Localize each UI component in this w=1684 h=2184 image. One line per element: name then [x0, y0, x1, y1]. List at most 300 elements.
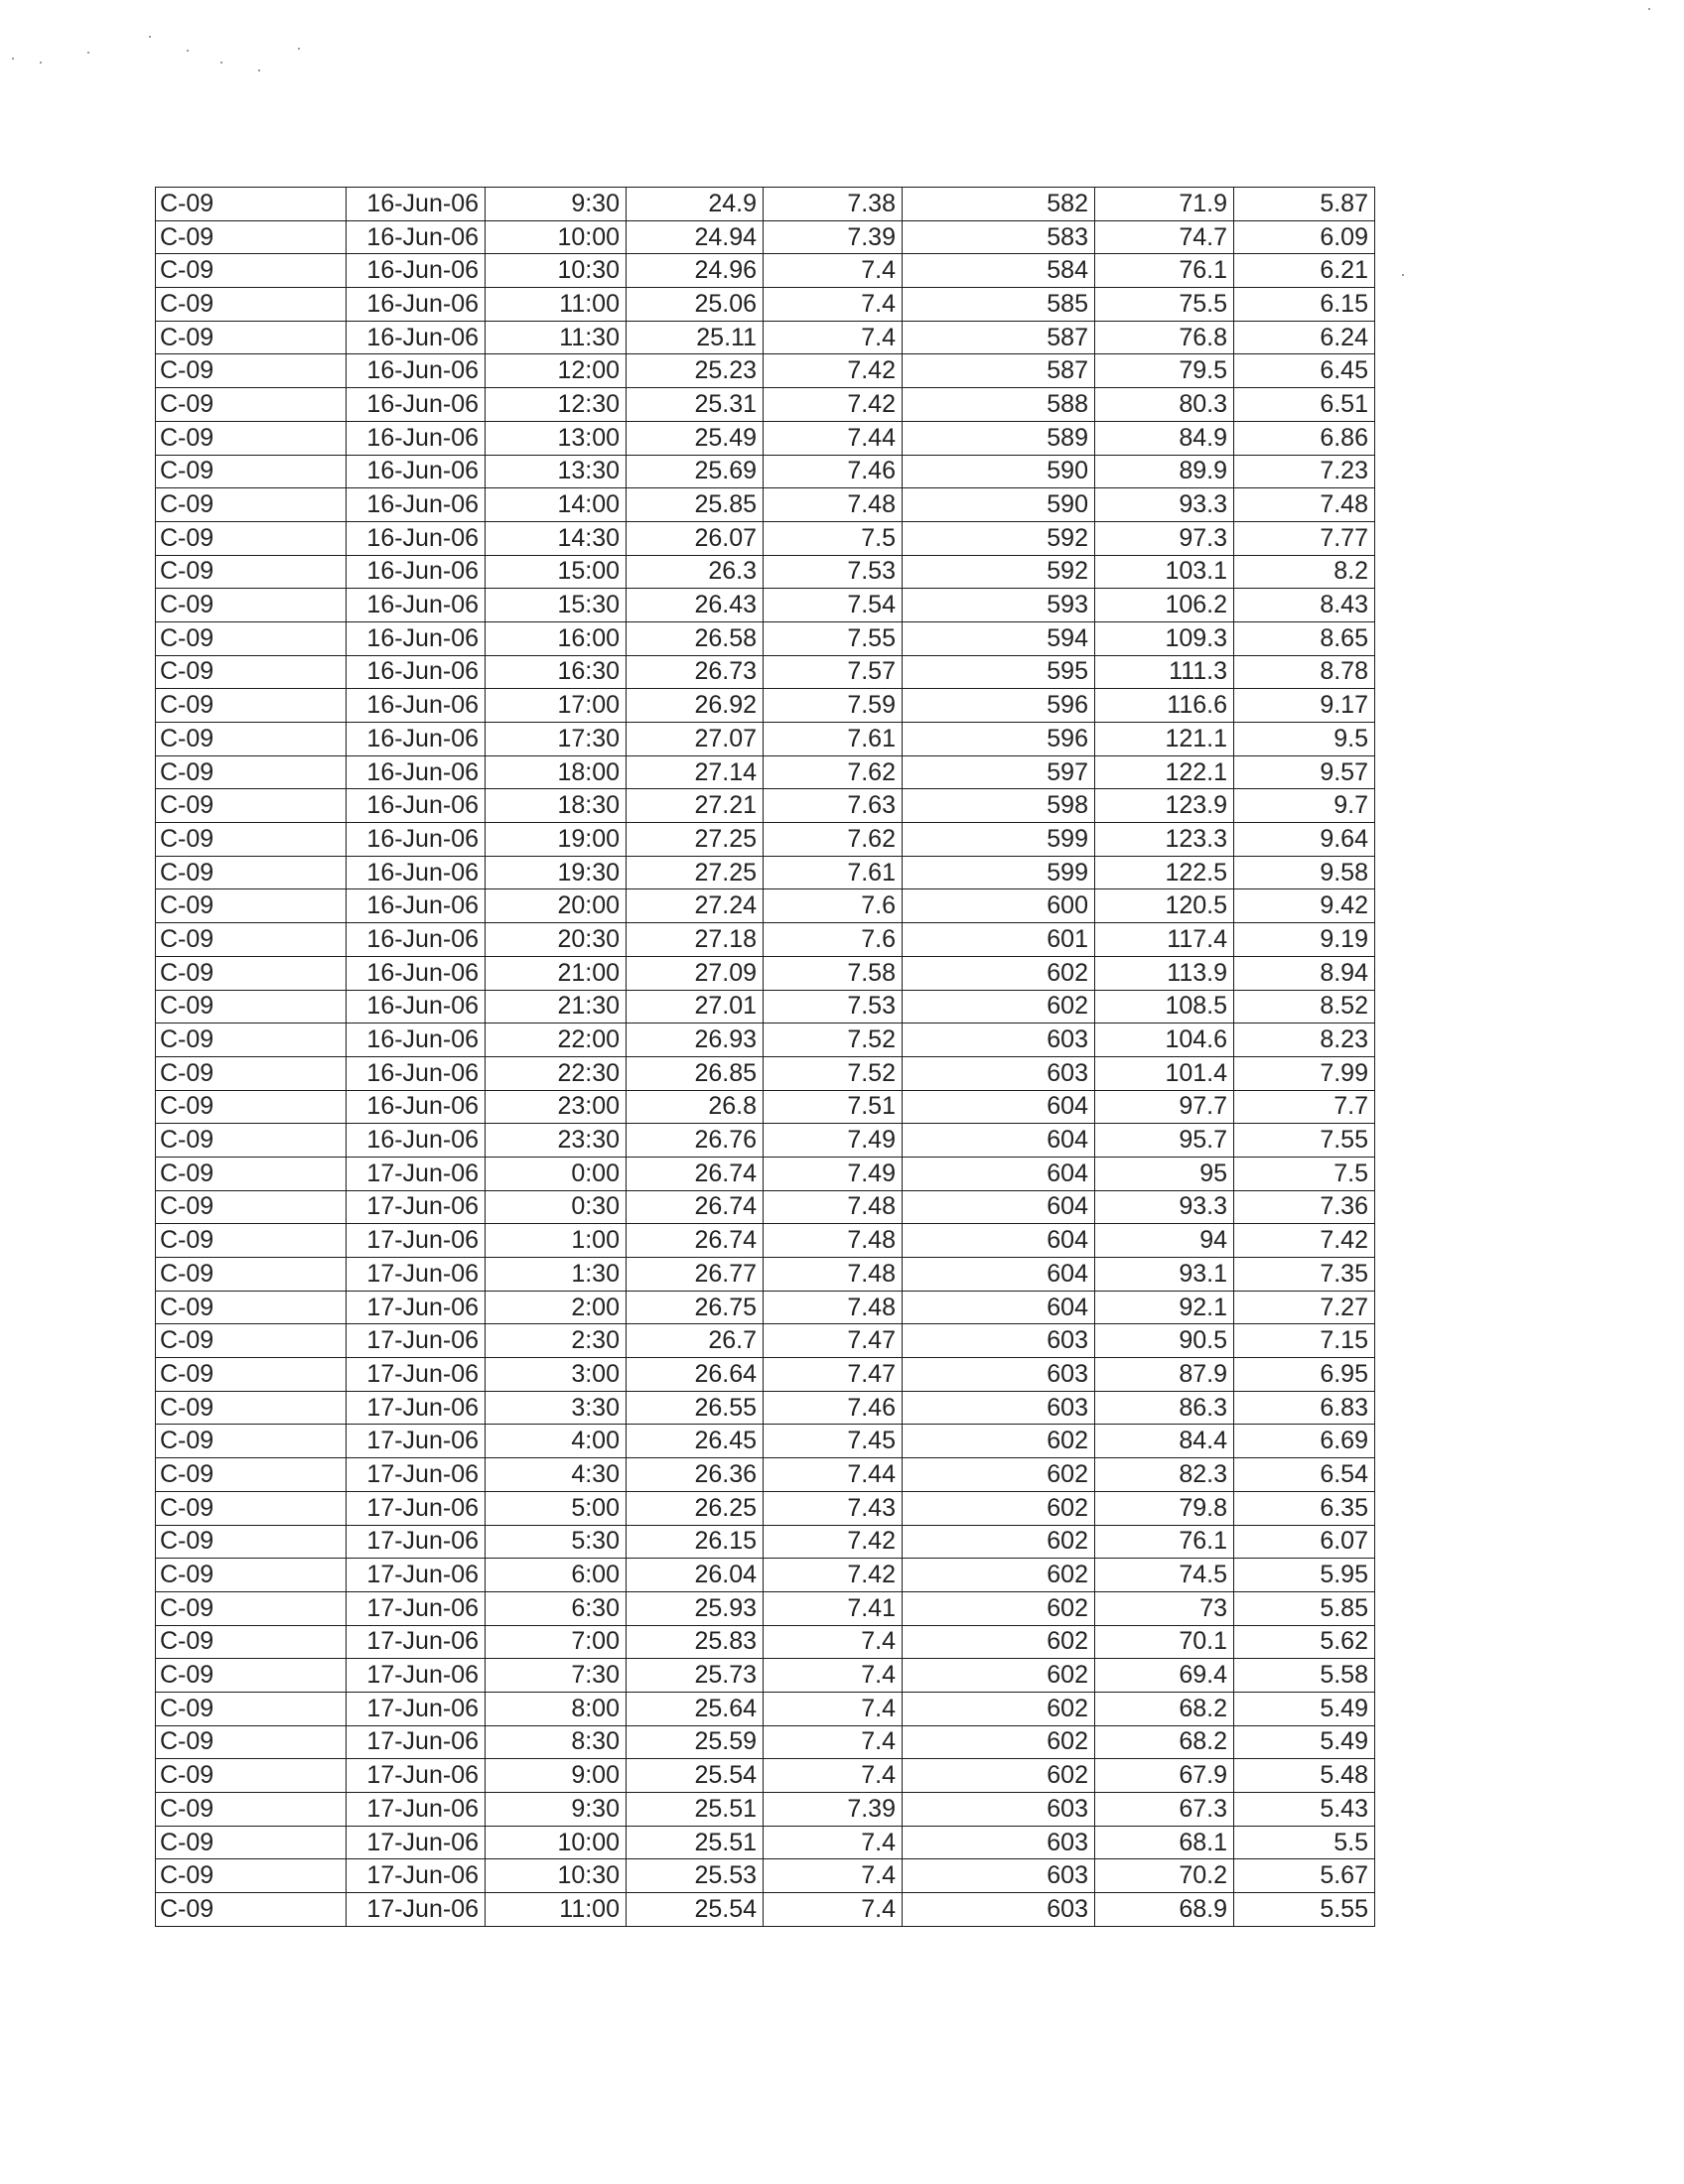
station-cell: C-09: [156, 254, 347, 288]
scan-speck: [87, 52, 89, 54]
oxygen-percent-cell: 120.5: [1095, 889, 1234, 923]
table-row: [156, 1559, 1375, 1592]
oxygen-percent-cell: 92.1: [1095, 1291, 1234, 1324]
conductance-cell: 583: [903, 220, 1095, 254]
station-cell: C-09: [156, 589, 347, 622]
station-cell: C-09: [156, 755, 347, 789]
oxygen-mg-cell: 8.52: [1234, 990, 1375, 1024]
oxygen-mg-cell: 5.67: [1234, 1859, 1375, 1893]
ph-cell: 7.48: [764, 1224, 903, 1258]
oxygen-mg-cell: 5.55: [1234, 1893, 1375, 1927]
conductance-cell: 602: [903, 1692, 1095, 1725]
scan-speck: [258, 69, 260, 71]
ph-cell: 7.4: [764, 1759, 903, 1793]
temperature-cell: 26.93: [627, 1024, 764, 1057]
oxygen-percent-cell: 68.9: [1095, 1893, 1234, 1927]
ph-cell: 7.51: [764, 1090, 903, 1124]
station-cell: C-09: [156, 1826, 347, 1859]
temperature-cell: 26.15: [627, 1525, 764, 1559]
temperature-cell: 27.25: [627, 823, 764, 857]
date-cell: 17-Jun-06: [347, 1291, 486, 1324]
oxygen-mg-cell: 7.42: [1234, 1224, 1375, 1258]
time-cell: 13:00: [486, 421, 627, 455]
station-cell: C-09: [156, 923, 347, 957]
time-cell: 16:00: [486, 621, 627, 655]
oxygen-mg-cell: 6.21: [1234, 254, 1375, 288]
ph-cell: 7.59: [764, 689, 903, 723]
oxygen-percent-cell: 74.7: [1095, 220, 1234, 254]
date-cell: 16-Jun-06: [347, 288, 486, 322]
oxygen-mg-cell: 7.7: [1234, 1090, 1375, 1124]
time-cell: 21:30: [486, 990, 627, 1024]
conductance-cell: 593: [903, 589, 1095, 622]
ph-cell: 7.39: [764, 220, 903, 254]
table-row: [156, 1157, 1375, 1190]
date-cell: 17-Jun-06: [347, 1157, 486, 1190]
date-cell: 16-Jun-06: [347, 621, 486, 655]
time-cell: 23:30: [486, 1124, 627, 1158]
table-row: [156, 1893, 1375, 1927]
station-cell: C-09: [156, 1692, 347, 1725]
oxygen-percent-cell: 68.1: [1095, 1826, 1234, 1859]
conductance-cell: 603: [903, 1024, 1095, 1057]
time-cell: 11:30: [486, 321, 627, 354]
ph-cell: 7.4: [764, 321, 903, 354]
conductance-cell: 592: [903, 555, 1095, 589]
table-row: [156, 723, 1375, 756]
table-row: [156, 1793, 1375, 1827]
oxygen-percent-cell: 109.3: [1095, 621, 1234, 655]
ph-cell: 7.57: [764, 655, 903, 689]
date-cell: 17-Jun-06: [347, 1425, 486, 1458]
oxygen-mg-cell: 9.42: [1234, 889, 1375, 923]
ph-cell: 7.53: [764, 990, 903, 1024]
date-cell: 16-Jun-06: [347, 789, 486, 823]
table-row: [156, 1759, 1375, 1793]
scan-speck: [40, 62, 42, 64]
time-cell: 5:30: [486, 1525, 627, 1559]
temperature-cell: 26.75: [627, 1291, 764, 1324]
temperature-cell: 26.85: [627, 1056, 764, 1090]
date-cell: 16-Jun-06: [347, 254, 486, 288]
temperature-cell: 26.04: [627, 1559, 764, 1592]
time-cell: 8:00: [486, 1692, 627, 1725]
oxygen-percent-cell: 93.3: [1095, 488, 1234, 522]
station-cell: C-09: [156, 321, 347, 354]
table-row: [156, 354, 1375, 388]
temperature-cell: 26.43: [627, 589, 764, 622]
oxygen-mg-cell: 6.15: [1234, 288, 1375, 322]
temperature-cell: 25.54: [627, 1893, 764, 1927]
oxygen-percent-cell: 103.1: [1095, 555, 1234, 589]
ph-cell: 7.43: [764, 1491, 903, 1525]
time-cell: 2:00: [486, 1291, 627, 1324]
date-cell: 16-Jun-06: [347, 555, 486, 589]
oxygen-percent-cell: 70.2: [1095, 1859, 1234, 1893]
oxygen-percent-cell: 104.6: [1095, 1024, 1234, 1057]
ph-cell: 7.44: [764, 1458, 903, 1492]
date-cell: 16-Jun-06: [347, 589, 486, 622]
time-cell: 23:00: [486, 1090, 627, 1124]
oxygen-mg-cell: 8.23: [1234, 1024, 1375, 1057]
ph-cell: 7.54: [764, 589, 903, 622]
station-cell: C-09: [156, 288, 347, 322]
ph-cell: 7.52: [764, 1056, 903, 1090]
time-cell: 9:00: [486, 1759, 627, 1793]
station-cell: C-09: [156, 354, 347, 388]
conductance-cell: 603: [903, 1056, 1095, 1090]
table-row: [156, 1090, 1375, 1124]
oxygen-percent-cell: 86.3: [1095, 1391, 1234, 1425]
table-row: [156, 1391, 1375, 1425]
station-cell: C-09: [156, 1090, 347, 1124]
conductance-cell: 603: [903, 1391, 1095, 1425]
oxygen-percent-cell: 68.2: [1095, 1692, 1234, 1725]
ph-cell: 7.45: [764, 1425, 903, 1458]
temperature-cell: 26.55: [627, 1391, 764, 1425]
scan-speck: [1402, 274, 1404, 276]
conductance-cell: 604: [903, 1224, 1095, 1258]
date-cell: 16-Jun-06: [347, 321, 486, 354]
oxygen-mg-cell: 5.5: [1234, 1826, 1375, 1859]
conductance-cell: 597: [903, 755, 1095, 789]
time-cell: 20:30: [486, 923, 627, 957]
time-cell: 4:30: [486, 1458, 627, 1492]
station-cell: C-09: [156, 188, 347, 221]
temperature-cell: 27.25: [627, 856, 764, 889]
station-cell: C-09: [156, 1859, 347, 1893]
oxygen-mg-cell: 5.49: [1234, 1725, 1375, 1759]
ph-cell: 7.48: [764, 488, 903, 522]
oxygen-mg-cell: 8.94: [1234, 956, 1375, 990]
date-cell: 17-Jun-06: [347, 1826, 486, 1859]
time-cell: 17:30: [486, 723, 627, 756]
temperature-cell: 26.36: [627, 1458, 764, 1492]
table-row: [156, 655, 1375, 689]
ph-cell: 7.6: [764, 889, 903, 923]
ph-cell: 7.49: [764, 1157, 903, 1190]
oxygen-mg-cell: 5.95: [1234, 1559, 1375, 1592]
table-row: [156, 1258, 1375, 1292]
date-cell: 17-Jun-06: [347, 1625, 486, 1659]
ph-cell: 7.46: [764, 455, 903, 488]
date-cell: 16-Jun-06: [347, 1124, 486, 1158]
table-row: [156, 621, 1375, 655]
temperature-cell: 25.64: [627, 1692, 764, 1725]
conductance-cell: 590: [903, 455, 1095, 488]
oxygen-mg-cell: 7.23: [1234, 455, 1375, 488]
date-cell: 17-Jun-06: [347, 1759, 486, 1793]
conductance-cell: 603: [903, 1358, 1095, 1392]
temperature-cell: 25.23: [627, 354, 764, 388]
oxygen-percent-cell: 76.1: [1095, 254, 1234, 288]
time-cell: 12:30: [486, 388, 627, 422]
oxygen-percent-cell: 89.9: [1095, 455, 1234, 488]
ph-cell: 7.42: [764, 1525, 903, 1559]
temperature-cell: 26.8: [627, 1090, 764, 1124]
oxygen-mg-cell: 6.09: [1234, 220, 1375, 254]
temperature-cell: 24.9: [627, 188, 764, 221]
conductance-cell: 602: [903, 956, 1095, 990]
conductance-cell: 604: [903, 1157, 1095, 1190]
conductance-cell: 584: [903, 254, 1095, 288]
temperature-cell: 26.76: [627, 1124, 764, 1158]
ph-cell: 7.4: [764, 1625, 903, 1659]
oxygen-mg-cell: 6.24: [1234, 321, 1375, 354]
oxygen-mg-cell: 5.87: [1234, 188, 1375, 221]
table-row: [156, 923, 1375, 957]
ph-cell: 7.4: [764, 1859, 903, 1893]
station-cell: C-09: [156, 421, 347, 455]
oxygen-percent-cell: 69.4: [1095, 1659, 1234, 1693]
oxygen-percent-cell: 93.3: [1095, 1190, 1234, 1224]
temperature-cell: 26.74: [627, 1190, 764, 1224]
time-cell: 10:30: [486, 1859, 627, 1893]
oxygen-mg-cell: 7.15: [1234, 1324, 1375, 1358]
table-row: [156, 689, 1375, 723]
oxygen-percent-cell: 84.9: [1095, 421, 1234, 455]
conductance-cell: 600: [903, 889, 1095, 923]
date-cell: 16-Jun-06: [347, 655, 486, 689]
table-row: [156, 990, 1375, 1024]
time-cell: 12:00: [486, 354, 627, 388]
temperature-cell: 25.53: [627, 1859, 764, 1893]
temperature-cell: 27.01: [627, 990, 764, 1024]
conductance-cell: 595: [903, 655, 1095, 689]
conductance-cell: 604: [903, 1258, 1095, 1292]
station-cell: C-09: [156, 823, 347, 857]
date-cell: 16-Jun-06: [347, 388, 486, 422]
conductance-cell: 588: [903, 388, 1095, 422]
temperature-cell: 25.06: [627, 288, 764, 322]
station-cell: C-09: [156, 655, 347, 689]
table-row: [156, 388, 1375, 422]
oxygen-mg-cell: 9.17: [1234, 689, 1375, 723]
oxygen-percent-cell: 117.4: [1095, 923, 1234, 957]
oxygen-percent-cell: 122.5: [1095, 856, 1234, 889]
table-row: [156, 1625, 1375, 1659]
time-cell: 6:00: [486, 1559, 627, 1592]
table-row: [156, 188, 1375, 221]
table-row: [156, 1692, 1375, 1725]
temperature-cell: 26.74: [627, 1157, 764, 1190]
time-cell: 15:30: [486, 589, 627, 622]
oxygen-percent-cell: 113.9: [1095, 956, 1234, 990]
time-cell: 4:00: [486, 1425, 627, 1458]
oxygen-mg-cell: 5.43: [1234, 1793, 1375, 1827]
table-row: [156, 254, 1375, 288]
station-cell: C-09: [156, 1525, 347, 1559]
time-cell: 10:00: [486, 1826, 627, 1859]
station-cell: C-09: [156, 1491, 347, 1525]
conductance-cell: 604: [903, 1090, 1095, 1124]
table-row: [156, 455, 1375, 488]
oxygen-percent-cell: 121.1: [1095, 723, 1234, 756]
time-cell: 8:30: [486, 1725, 627, 1759]
date-cell: 17-Jun-06: [347, 1692, 486, 1725]
date-cell: 17-Jun-06: [347, 1893, 486, 1927]
station-cell: C-09: [156, 555, 347, 589]
oxygen-mg-cell: 6.35: [1234, 1491, 1375, 1525]
time-cell: 16:30: [486, 655, 627, 689]
time-cell: 11:00: [486, 288, 627, 322]
table-row: [156, 1725, 1375, 1759]
oxygen-mg-cell: 5.58: [1234, 1659, 1375, 1693]
conductance-cell: 582: [903, 188, 1095, 221]
station-cell: C-09: [156, 220, 347, 254]
oxygen-percent-cell: 79.5: [1095, 354, 1234, 388]
station-cell: C-09: [156, 889, 347, 923]
ph-cell: 7.63: [764, 789, 903, 823]
ph-cell: 7.48: [764, 1291, 903, 1324]
ph-cell: 7.6: [764, 923, 903, 957]
oxygen-mg-cell: 5.85: [1234, 1591, 1375, 1625]
station-cell: C-09: [156, 856, 347, 889]
conductance-cell: 603: [903, 1324, 1095, 1358]
ph-cell: 7.53: [764, 555, 903, 589]
temperature-cell: 26.73: [627, 655, 764, 689]
ph-cell: 7.4: [764, 1659, 903, 1693]
ph-cell: 7.4: [764, 1692, 903, 1725]
temperature-cell: 26.77: [627, 1258, 764, 1292]
station-cell: C-09: [156, 1725, 347, 1759]
oxygen-percent-cell: 68.2: [1095, 1725, 1234, 1759]
table-row: [156, 1659, 1375, 1693]
oxygen-percent-cell: 122.1: [1095, 755, 1234, 789]
station-cell: C-09: [156, 990, 347, 1024]
ph-cell: 7.44: [764, 421, 903, 455]
oxygen-mg-cell: 5.49: [1234, 1692, 1375, 1725]
ph-cell: 7.42: [764, 1559, 903, 1592]
station-cell: C-09: [156, 1458, 347, 1492]
time-cell: 19:30: [486, 856, 627, 889]
temperature-cell: 25.54: [627, 1759, 764, 1793]
temperature-cell: 25.59: [627, 1725, 764, 1759]
oxygen-percent-cell: 76.1: [1095, 1525, 1234, 1559]
time-cell: 13:30: [486, 455, 627, 488]
oxygen-mg-cell: 7.36: [1234, 1190, 1375, 1224]
oxygen-percent-cell: 80.3: [1095, 388, 1234, 422]
date-cell: 17-Jun-06: [347, 1491, 486, 1525]
oxygen-percent-cell: 73: [1095, 1591, 1234, 1625]
time-cell: 18:30: [486, 789, 627, 823]
station-cell: C-09: [156, 388, 347, 422]
date-cell: 16-Jun-06: [347, 1056, 486, 1090]
temperature-cell: 26.45: [627, 1425, 764, 1458]
table-row: [156, 1525, 1375, 1559]
conductance-cell: 594: [903, 621, 1095, 655]
oxygen-percent-cell: 123.9: [1095, 789, 1234, 823]
oxygen-mg-cell: 7.55: [1234, 1124, 1375, 1158]
time-cell: 15:00: [486, 555, 627, 589]
station-cell: C-09: [156, 1893, 347, 1927]
conductance-cell: 602: [903, 1625, 1095, 1659]
oxygen-mg-cell: 9.64: [1234, 823, 1375, 857]
date-cell: 17-Jun-06: [347, 1559, 486, 1592]
conductance-cell: 602: [903, 1725, 1095, 1759]
ph-cell: 7.61: [764, 723, 903, 756]
temperature-cell: 25.31: [627, 388, 764, 422]
ph-cell: 7.46: [764, 1391, 903, 1425]
time-cell: 10:00: [486, 220, 627, 254]
oxygen-percent-cell: 93.1: [1095, 1258, 1234, 1292]
conductance-cell: 603: [903, 1793, 1095, 1827]
ph-cell: 7.4: [764, 1725, 903, 1759]
oxygen-mg-cell: 9.57: [1234, 755, 1375, 789]
date-cell: 17-Jun-06: [347, 1224, 486, 1258]
date-cell: 16-Jun-06: [347, 220, 486, 254]
temperature-cell: 26.7: [627, 1324, 764, 1358]
conductance-cell: 602: [903, 1591, 1095, 1625]
oxygen-mg-cell: 9.7: [1234, 789, 1375, 823]
oxygen-percent-cell: 79.8: [1095, 1491, 1234, 1525]
time-cell: 14:30: [486, 521, 627, 555]
conductance-cell: 604: [903, 1291, 1095, 1324]
oxygen-percent-cell: 95.7: [1095, 1124, 1234, 1158]
table-row: [156, 488, 1375, 522]
table-row: [156, 1859, 1375, 1893]
date-cell: 17-Jun-06: [347, 1324, 486, 1358]
oxygen-mg-cell: 8.2: [1234, 555, 1375, 589]
date-cell: 16-Jun-06: [347, 354, 486, 388]
date-cell: 16-Jun-06: [347, 856, 486, 889]
station-cell: C-09: [156, 621, 347, 655]
temperature-cell: 25.85: [627, 488, 764, 522]
date-cell: 17-Jun-06: [347, 1258, 486, 1292]
oxygen-mg-cell: 8.78: [1234, 655, 1375, 689]
oxygen-percent-cell: 75.5: [1095, 288, 1234, 322]
station-cell: C-09: [156, 1190, 347, 1224]
station-cell: C-09: [156, 1024, 347, 1057]
date-cell: 16-Jun-06: [347, 723, 486, 756]
scan-speck: [149, 36, 151, 38]
station-cell: C-09: [156, 1358, 347, 1392]
date-cell: 16-Jun-06: [347, 1024, 486, 1057]
oxygen-percent-cell: 87.9: [1095, 1358, 1234, 1392]
conductance-cell: 602: [903, 1525, 1095, 1559]
conductance-cell: 603: [903, 1826, 1095, 1859]
station-cell: C-09: [156, 1157, 347, 1190]
conductance-cell: 602: [903, 990, 1095, 1024]
temperature-cell: 27.14: [627, 755, 764, 789]
time-cell: 9:30: [486, 1793, 627, 1827]
table-row: [156, 956, 1375, 990]
temperature-cell: 25.51: [627, 1826, 764, 1859]
conductance-cell: 599: [903, 823, 1095, 857]
oxygen-percent-cell: 101.4: [1095, 1056, 1234, 1090]
date-cell: 16-Jun-06: [347, 755, 486, 789]
ph-cell: 7.4: [764, 1893, 903, 1927]
oxygen-percent-cell: 97.7: [1095, 1090, 1234, 1124]
oxygen-percent-cell: 95: [1095, 1157, 1234, 1190]
conductance-cell: 590: [903, 488, 1095, 522]
temperature-cell: 26.3: [627, 555, 764, 589]
oxygen-mg-cell: 5.48: [1234, 1759, 1375, 1793]
temperature-cell: 25.49: [627, 421, 764, 455]
conductance-cell: 585: [903, 288, 1095, 322]
time-cell: 0:00: [486, 1157, 627, 1190]
oxygen-mg-cell: 7.5: [1234, 1157, 1375, 1190]
conductance-cell: 601: [903, 923, 1095, 957]
oxygen-mg-cell: 6.95: [1234, 1358, 1375, 1392]
oxygen-percent-cell: 70.1: [1095, 1625, 1234, 1659]
scan-speck: [187, 50, 189, 52]
table-row: [156, 589, 1375, 622]
date-cell: 17-Jun-06: [347, 1659, 486, 1693]
station-cell: C-09: [156, 1625, 347, 1659]
station-cell: C-09: [156, 1759, 347, 1793]
time-cell: 1:00: [486, 1224, 627, 1258]
